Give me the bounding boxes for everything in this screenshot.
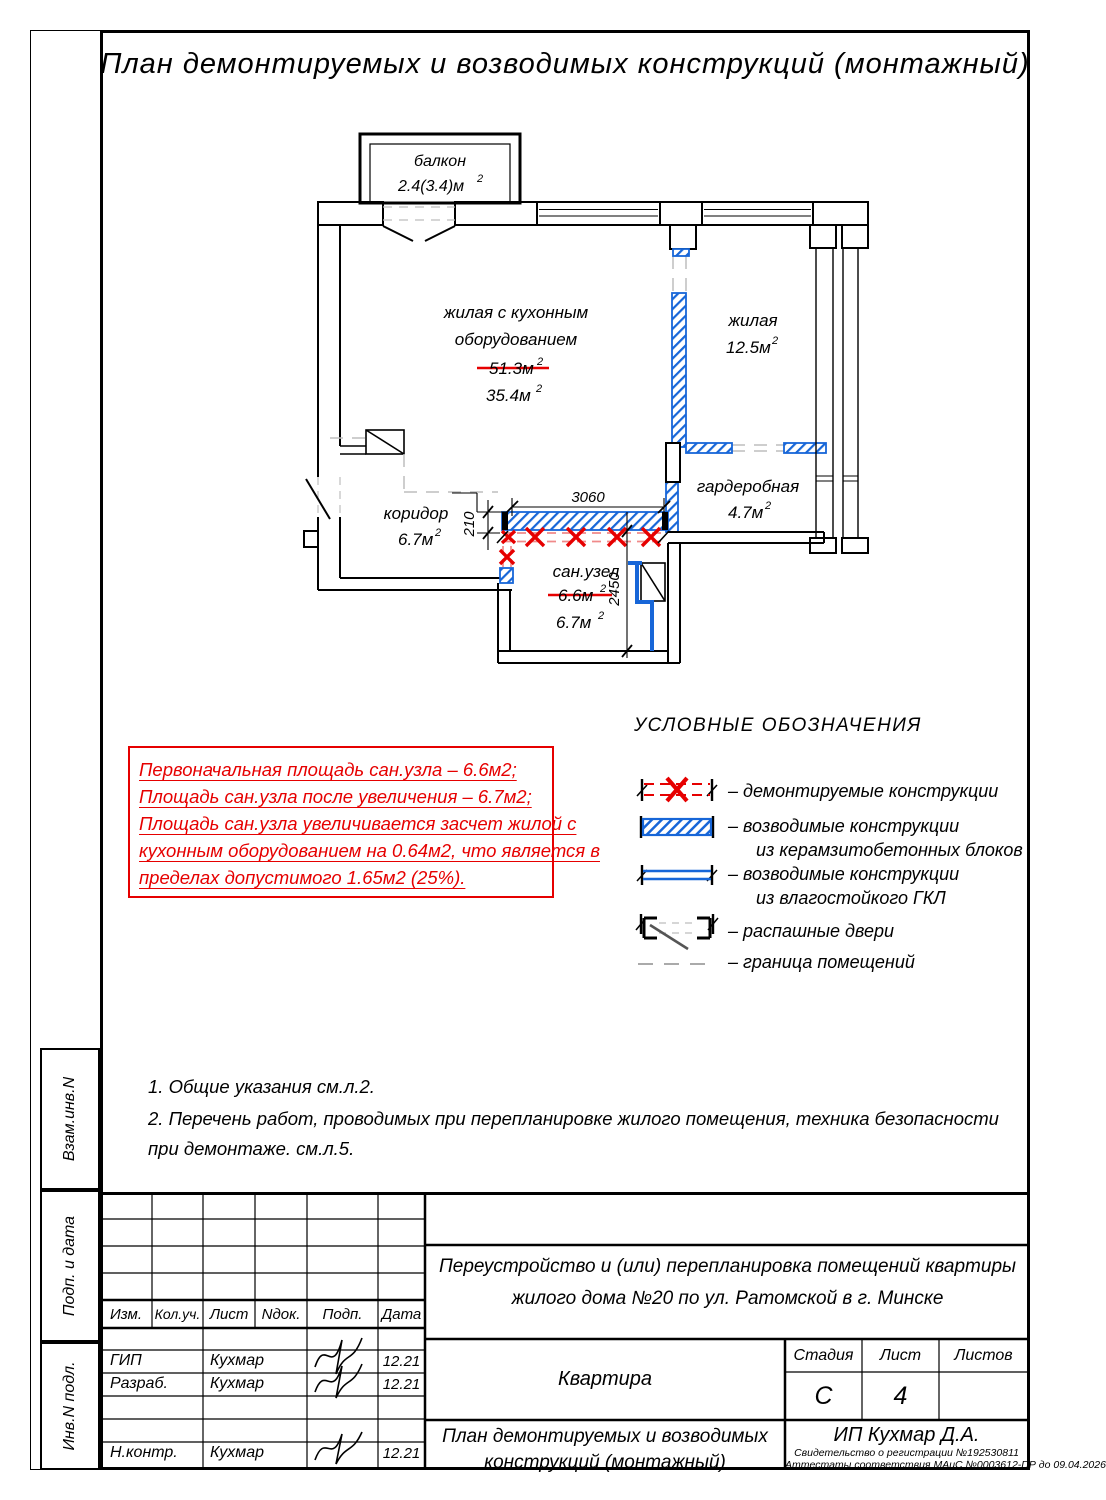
room-area-bathroom-old: 6.6м	[558, 586, 594, 605]
sup-bath-old: 2	[600, 583, 607, 595]
room-area-corridor: 6.7м	[398, 530, 434, 549]
stamp-header-kol: Кол.уч.	[154, 1306, 201, 1322]
stamp-project-line1: Переустройство и (или) перепланировка помещений квартиры	[438, 1256, 1016, 1277]
stamp-cert2: Аттестаты соответствия МАиС №0003612-ПР до 09.04.2026	[785, 1459, 1106, 1471]
stamp-header-izm: Изм.	[110, 1305, 142, 1323]
stamp-header-data: Дата	[381, 1305, 422, 1323]
stamp-object: Квартира	[557, 1368, 653, 1390]
sidebar-cell-inv	[40, 1342, 100, 1470]
room-area-bathroom-new: 6.7м	[556, 613, 592, 632]
note-box-line: Первоначальная площадь сан.узла – 6.6м2;	[139, 759, 517, 780]
room-label-living-kitchen-1: жилая с кухонным	[443, 303, 589, 322]
page-title: План демонтируемых и возводимых конструкций (монтажный)	[100, 48, 1030, 80]
sup-bath-new: 2	[598, 610, 605, 622]
stamp-date-nkontr: 12.21	[382, 1445, 421, 1462]
legend-label-demolished: – демонтируемые конструкции	[728, 781, 999, 801]
stamp-doc-title-line1: План демонтируемых и возводимых	[442, 1426, 768, 1447]
stamp-name-gip: Кухмар	[210, 1352, 265, 1369]
room-area-living: 12.5м	[726, 338, 771, 357]
stamp-project-line2: жилого дома №20 по ул. Ратомской в г. Минске	[511, 1288, 944, 1309]
stamp-sheet-value: 4	[893, 1381, 908, 1410]
bathroom-vent-shaft	[641, 563, 665, 601]
dim-label-210: 210	[461, 511, 478, 537]
sidebar-label-vzam: Взам.инв.N	[61, 1076, 78, 1162]
room-label-wardrobe: гардеробная	[696, 477, 800, 496]
right-exterior-wall	[810, 225, 868, 553]
sidebar-cell-vzam	[40, 1048, 100, 1190]
sidebar-cell-podp	[40, 1190, 100, 1342]
sup-balcony: 2	[477, 173, 484, 185]
dimension-2450	[622, 512, 632, 658]
legend-symbol-doors	[636, 912, 718, 952]
stamp-date-razrab: 12.21	[382, 1376, 421, 1393]
stamp-stage-value: С	[814, 1381, 833, 1410]
wardrobe-left-wall	[666, 443, 680, 482]
top-exterior-wall	[318, 202, 868, 249]
balcony-door-opening	[383, 207, 455, 220]
legend-symbol-demolished	[636, 775, 718, 805]
sup-wardrobe: 2	[765, 500, 772, 512]
sup-lk-new: 2	[536, 383, 543, 395]
interior-walls	[498, 532, 824, 663]
signature-gip	[315, 1338, 362, 1374]
entrance-opening	[318, 477, 340, 517]
note-box-line: кухонным оборудованием на 0.64м2, что является в	[139, 840, 600, 861]
note-line-2: 2. Перечень работ, проводимых при перепланировке жилого помещения, техника безопасности	[148, 1108, 999, 1129]
stamp-header-list: Лист	[209, 1305, 249, 1323]
legend-label-ceramsite-2: из керамзитобетонных блоков	[756, 840, 1023, 860]
stamp-company: ИП Кухмар Д.А.	[833, 1424, 980, 1446]
room-label-living-kitchen-2: оборудованием	[454, 330, 578, 349]
room-area-balcony: 2.4(3.4)м	[398, 178, 465, 195]
note-box	[128, 746, 600, 898]
sidebar-label-podp: Подп. и дата	[61, 1215, 78, 1317]
floor-plan	[290, 120, 900, 690]
room-area-living-kitchen-new: 35.4м	[486, 386, 531, 405]
stamp-header-ndok: Nдок.	[261, 1305, 301, 1323]
balcony-door-swing	[383, 226, 455, 241]
stamp-role-nkontr: Н.контр.	[110, 1444, 178, 1461]
stamp-cert1: Свидетельство о регистрации №192530811	[794, 1447, 1019, 1459]
sup-lk-old: 2	[537, 356, 544, 368]
stamp-sheet-label: Лист	[879, 1346, 922, 1364]
stamp-doc-title-line2: конструкций (монтажный)	[484, 1452, 726, 1473]
legend-symbol-boundary	[636, 956, 718, 972]
legend-label-gkl-2: из влагостойкого ГКЛ	[756, 888, 946, 908]
legend-title: УСЛОВНЫЕ ОБОЗНАЧЕНИЯ	[634, 715, 922, 736]
legend-label-ceramsite-1: – возводимые конструкции	[728, 816, 960, 836]
stamp-sheets-value	[939, 1372, 1028, 1420]
stamp-header-podp: Подп.	[322, 1305, 363, 1323]
stamp-stage-label: Стадия	[793, 1346, 854, 1364]
stamp-role-razrab: Разраб.	[110, 1375, 168, 1392]
room-label-bathroom: сан.узел	[552, 562, 620, 581]
signature-nkontr	[315, 1432, 362, 1464]
room-label-living: жилая	[728, 311, 778, 330]
note-line-1: 1. Общие указания см.л.2.	[148, 1076, 375, 1097]
stamp-role-gip: ГИП	[110, 1352, 142, 1369]
legend-label-doors: – распашные двери	[728, 921, 895, 941]
room-label-corridor: коридор	[383, 504, 449, 523]
room-area-living-kitchen-old: 51.3м	[489, 359, 534, 378]
stamp-name-nkontr: Кухмар	[210, 1444, 265, 1461]
legend-label-gkl-1: – возводимые конструкции	[728, 864, 960, 884]
sup-corridor: 2	[435, 527, 442, 539]
stamp-sheets-label: Листов	[954, 1346, 1013, 1364]
legend-symbol-ceramsite	[636, 814, 718, 840]
note-box-line: пределах допустимого 1.65м2 (25%).	[139, 867, 466, 888]
room-boundary-lines	[330, 256, 784, 492]
dim-label-3060: 3060	[571, 489, 605, 506]
dim-label-2450: 2450	[606, 572, 623, 606]
corridor-vent-shaft	[340, 430, 404, 454]
note-line-3: при демонтаже. см.л.5.	[148, 1138, 355, 1159]
room-area-wardrobe: 4.7м	[728, 503, 764, 522]
note-box-line: Площадь сан.узла увеличивается засчет жилой с	[139, 813, 577, 834]
stamp-date-gip: 12.21	[382, 1353, 421, 1370]
legend-symbol-gkl	[636, 862, 718, 888]
sup-living: 2	[772, 335, 779, 347]
sidebar-label-inv: Инв.N подл.	[61, 1361, 78, 1451]
stamp-name-razrab: Кухмар	[210, 1375, 265, 1392]
legend-label-boundary: – граница помещений	[728, 952, 915, 972]
room-label-balcony: балкон	[414, 153, 466, 170]
note-box-line: Площадь сан.узла после увеличения – 6.7м2;	[139, 786, 532, 807]
